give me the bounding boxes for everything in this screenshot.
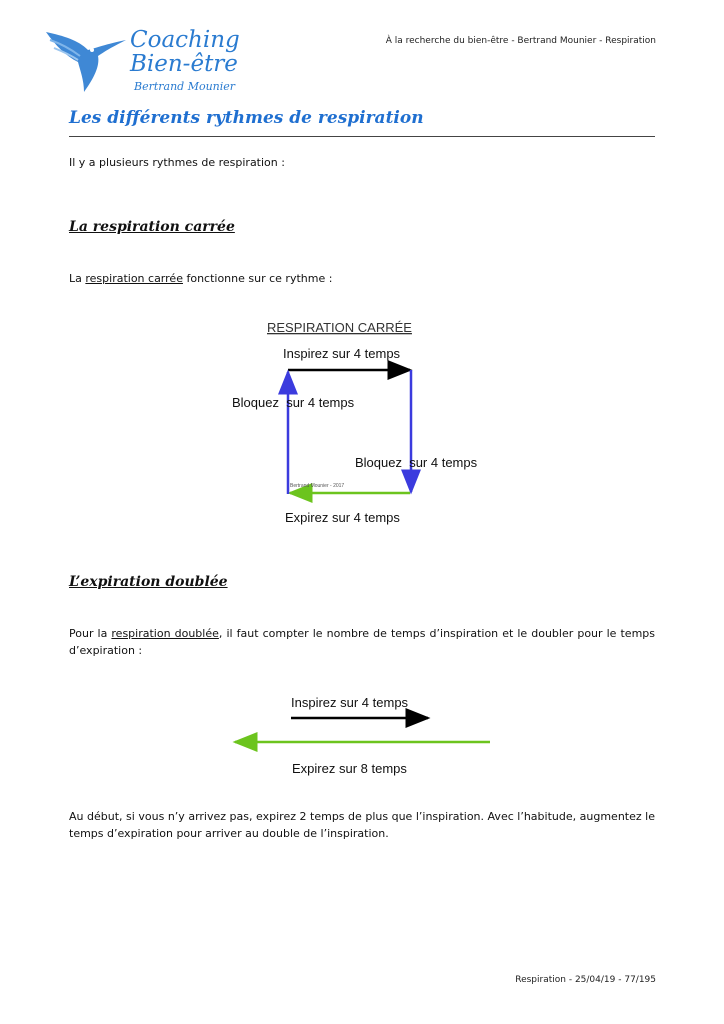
hold-right-label: Bloquez sur 4 temps (355, 455, 478, 470)
page-title: Les différents rythmes de respiration (69, 108, 424, 128)
diagram-heading: RESPIRATION CARRÉE (267, 320, 412, 335)
square-breathing-link[interactable]: respiration carrée (85, 272, 183, 285)
conclusion-paragraph: Au début, si vous n’y arrivez pas, expirez 2 temps de plus que l’inspiration. Avec l’habitude, augmentez le temps d’expiration pour arriver au double de l’inspiration. (69, 810, 655, 840)
logo-author: Bertrand Mounier (134, 80, 236, 93)
section1-paragraph (69, 270, 332, 287)
intro-text: Il y a plusieurs rythmes de respiration : (69, 156, 285, 169)
hold-left-label: Bloquez sur 4 temps (232, 395, 355, 410)
section-title-doubled-exhale: L’expiration doublée (69, 574, 228, 590)
logo-title-line2: Bien-être (130, 51, 238, 77)
section2-text-after: , il faut compter le nombre de temps d’inspiration et le doubler pour le temps d’expiration : (69, 627, 656, 657)
section1-text-before: La (69, 272, 86, 285)
header-info: À la recherche du bien-être - Bertrand Mounier - Respiration (385, 36, 656, 46)
title-divider (69, 136, 655, 137)
section-title-square-breathing: La respiration carrée (69, 219, 235, 235)
section2-text-before: Pour la (69, 627, 112, 640)
diagram-credit: Bertrand Mounier - 2017 (290, 483, 345, 489)
section2-paragraph (69, 625, 655, 659)
inhale-label-2: Inspirez sur 4 temps (291, 695, 409, 710)
hummingbird-icon (44, 26, 134, 96)
logo (44, 24, 244, 104)
square-breathing-diagram (220, 310, 510, 535)
doubled-breathing-link[interactable]: respiration doublée (111, 627, 219, 640)
inhale-label: Inspirez sur 4 temps (283, 346, 401, 361)
logo-title-line1: Coaching (130, 27, 240, 53)
page-footer: Respiration - 25/04/19 - 77/195 (515, 975, 656, 985)
exhale-label: Expirez sur 4 temps (285, 510, 400, 525)
exhale-label-2: Expirez sur 8 temps (292, 761, 407, 776)
section1-text-after: fonctionne sur ce rythme : (182, 272, 333, 285)
doubled-exhale-diagram (225, 688, 500, 783)
